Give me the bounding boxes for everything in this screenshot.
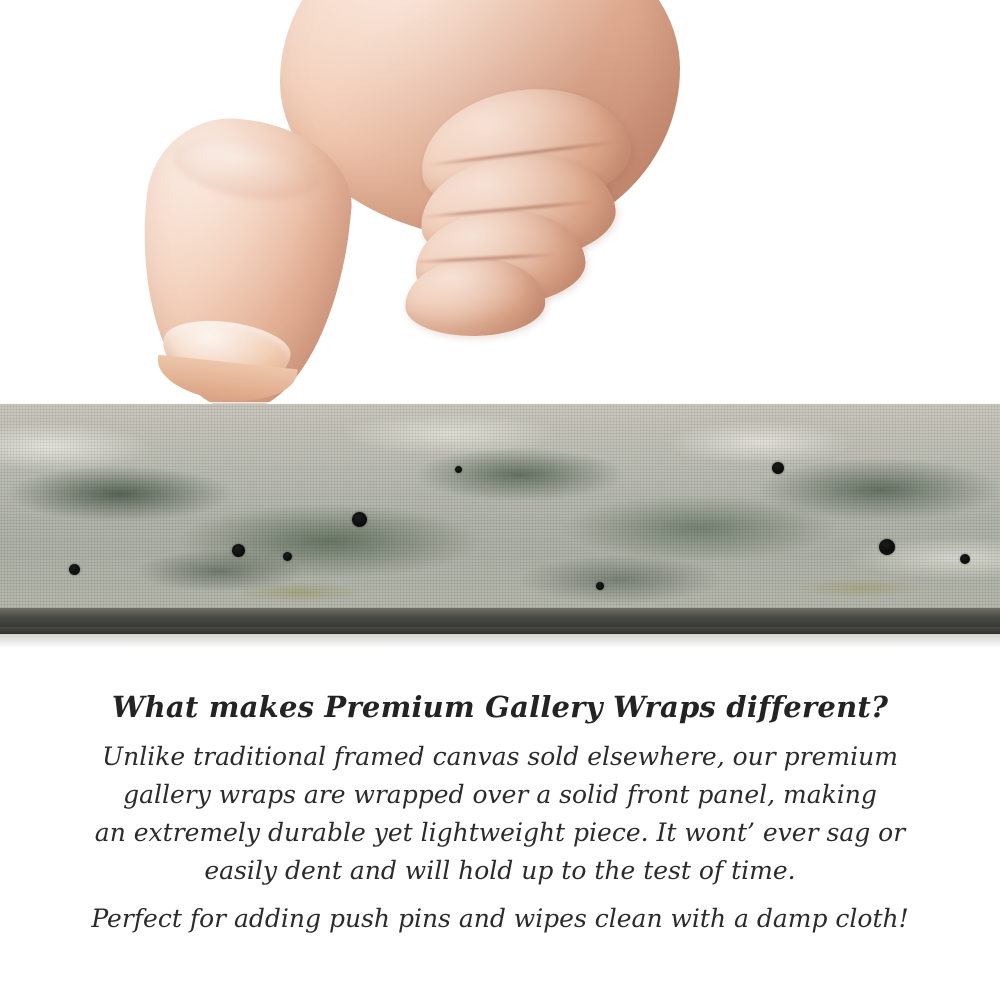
hand-illustration [120,0,640,440]
print-speck [69,564,80,575]
caption-heading: What makes Premium Gallery Wraps different? [111,690,889,724]
canvas-side-panel [0,608,1000,634]
print-speck [596,582,604,590]
print-speck [960,554,970,564]
canvas-front-face [0,404,1000,618]
caption-line-3: an extremely durable yet lightweight piece. It wont’ ever sag or [94,818,906,847]
print-speck [352,512,367,527]
print-speck [772,462,784,474]
canvas-weave-texture [0,404,1000,618]
print-speck [283,552,292,561]
caption-line-4: easily dent and will hold up to the test of time. [204,856,796,885]
print-speck [232,544,245,557]
print-speck [879,539,895,555]
caption-block [0,690,1000,938]
caption-closing-line: Perfect for adding push pins and wipes clean with a damp cloth! [91,904,909,933]
caption-line-1: Unlike traditional framed canvas sold elsewhere, our premium [102,742,898,771]
canvas-drop-shadow [0,634,1000,648]
print-speck [455,466,462,473]
caption-line-2: gallery wraps are wrapped over a solid front panel, making [123,780,877,809]
